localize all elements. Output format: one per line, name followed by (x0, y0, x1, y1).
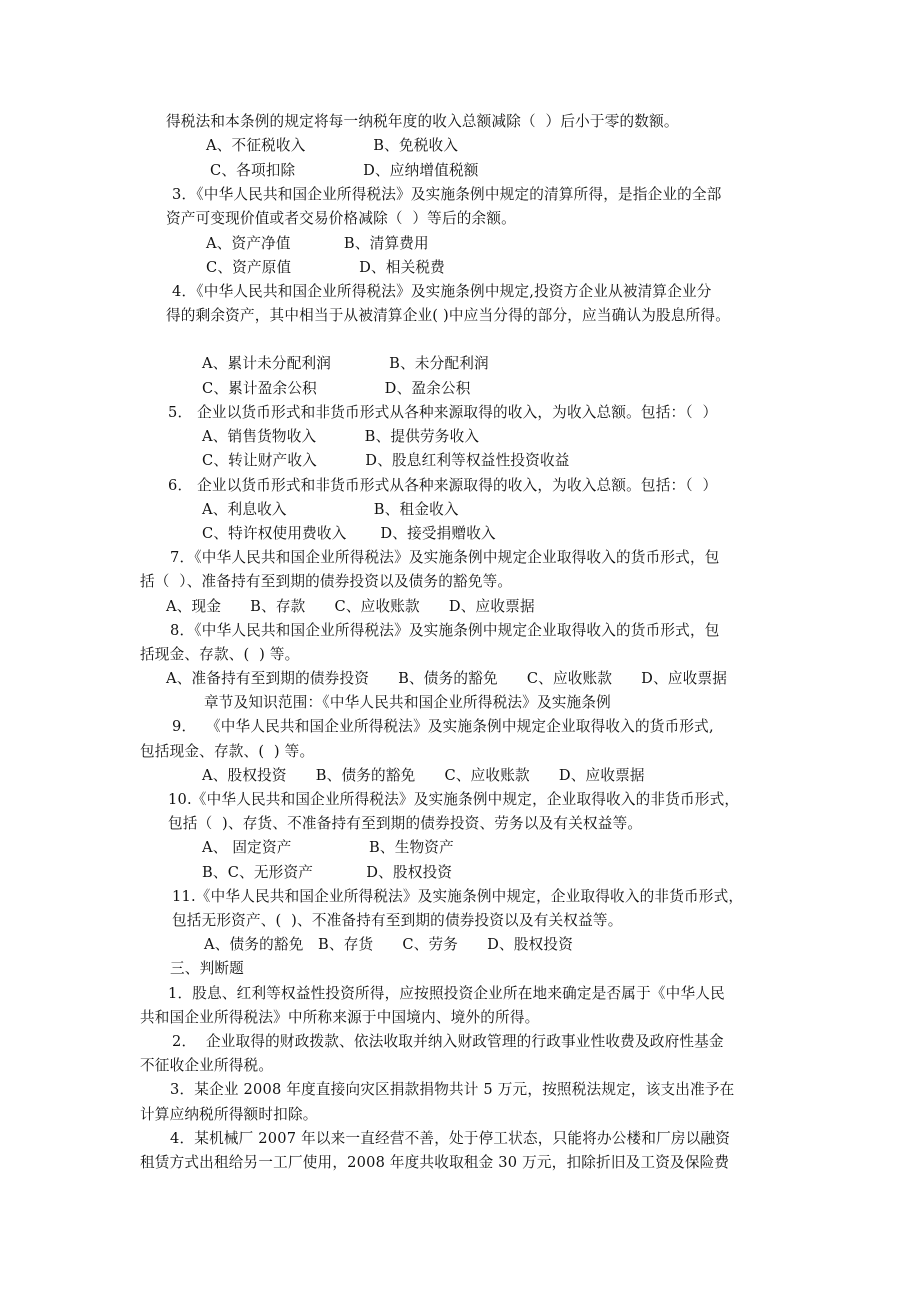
text-line: 包括现金、存款、( ) 等。 (140, 743, 315, 760)
option-line: A、利息收入 B、租金收入 (202, 501, 459, 518)
text-line: 得的剩余资产，其中相当于从被清算企业( )中应当分得的部分，应当确认为股息所得。 (166, 307, 730, 324)
option-line: C、转让财产收入 D、股息红利等权益性投资收益 (202, 452, 570, 469)
question-line: 5． 企业以货币形式和非货币形式从各种来源取得的收入，为收入总额。包括：（ ） (168, 404, 718, 421)
option-line: A、资产净值 B、清算费用 (206, 235, 429, 252)
text-line: 得税法和本条例的规定将每一纳税年度的收入总额减除（ ）后小于零的数额。 (166, 113, 679, 130)
option-line: C、累计盈余公积 D、盈余公积 (202, 380, 471, 397)
section-heading: 三、判断题 (170, 960, 244, 977)
option-line: A、销售货物收入 B、提供劳务收入 (202, 428, 480, 445)
text-line: 计算应纳税所得额时扣除。 (140, 1106, 318, 1123)
option-line: A、现金 B、存款 C、应收账款 D、应收票据 (166, 598, 535, 615)
question-line: 9． 《中华人民共和国企业所得税法》及实施条例中规定企业取得收入的货币形式, (172, 718, 714, 735)
text-line: 包括无形资产、( )、不准备持有至到期的债券投资以及有关权益等。 (172, 912, 623, 929)
text-line: 括（ ）、准备持有至到期的债券投资以及债务的豁免等。 (140, 573, 513, 590)
option-line: C、资产原值 D、相关税费 (206, 259, 445, 276)
option-line: A、 固定资产 B、生物资产 (202, 839, 454, 856)
option-line: C、特许权使用费收入 D、接受捐赠收入 (202, 525, 496, 542)
option-line: B、C、无形资产 D、股权投资 (202, 864, 453, 881)
question-line: 1．股息、红利等权益性投资所得，应按照投资企业所在地来确定是否属于《中华人民 (168, 985, 725, 1002)
option-line: A、累计未分配利润 B、未分配利润 (202, 355, 489, 372)
question-line: 8．《中华人民共和国企业所得税法》及实施条例中规定企业取得收入的货币形式，包 (170, 622, 720, 639)
option-line: C、各项扣除 D、应纳增值税额 (210, 162, 479, 179)
question-line: 4．某机械厂 2007 年以来一直经营不善，处于停工状态，只能将办公楼和厂房以融资 (170, 1130, 731, 1147)
text-line: 共和国企业所得税法》中所称来源于中国境内、境外的所得。 (140, 1009, 540, 1026)
section-note: 章节及知识范围：《中华人民共和国企业所得税法》及实施条例 (204, 694, 611, 711)
option-line: A、股权投资 B、债务的豁免 C、应收账款 D、应收票据 (202, 767, 645, 784)
text-line: 资产可变现价值或者交易价格减除（ ）等后的余额。 (166, 210, 516, 227)
question-line: 3．某企业 2008 年度直接向灾区捐款捐物共计 5 万元，按照税法规定，该支出准予在 (170, 1081, 735, 1098)
option-line: A、债务的豁免 B、存货 C、劳务 D、股权投资 (204, 936, 574, 953)
text-line: 租赁方式出租给另一工厂使用，2008 年度共收取租金 30 万元，扣除折旧及工资及保险费 (140, 1154, 730, 1171)
question-line: 3．《中华人民共和国企业所得税法》及实施条例中规定的清算所得，是指企业的全部 (172, 186, 722, 203)
option-line: A、准备持有至到期的债券投资 B、债务的豁免 C、应收账款 D、应收票据 (166, 670, 728, 687)
question-line: 7．《中华人民共和国企业所得税法》及实施条例中规定企业取得收入的货币形式，包 (170, 549, 720, 566)
question-line: 11.《中华人民共和国企业所得税法》及实施条例中规定，企业取得收入的非货币形式， (172, 888, 744, 905)
option-line: A、不征税收入 B、免税收入 (206, 137, 459, 154)
text-line: 包括（ )、存货、不准备持有至到期的债券投资、劳务以及有关权益等。 (168, 815, 643, 832)
question-line: 4．《中华人民共和国企业所得税法》及实施条例中规定,投资方企业从被清算企业分 (172, 283, 712, 300)
question-line: 10.《中华人民共和国企业所得税法》及实施条例中规定，企业取得收入的非货币形式， (168, 791, 740, 808)
text-line: 括现金、存款、( ) 等。 (140, 646, 300, 663)
question-line: 2． 企业取得的财政拨款、依法收取并纳入财政管理的行政事业性收费及政府性基金 (172, 1033, 724, 1050)
text-line: 不征收企业所得税。 (140, 1057, 274, 1074)
question-line: 6． 企业以货币形式和非货币形式从各种来源取得的收入，为收入总额。包括：（ ） (168, 477, 718, 494)
